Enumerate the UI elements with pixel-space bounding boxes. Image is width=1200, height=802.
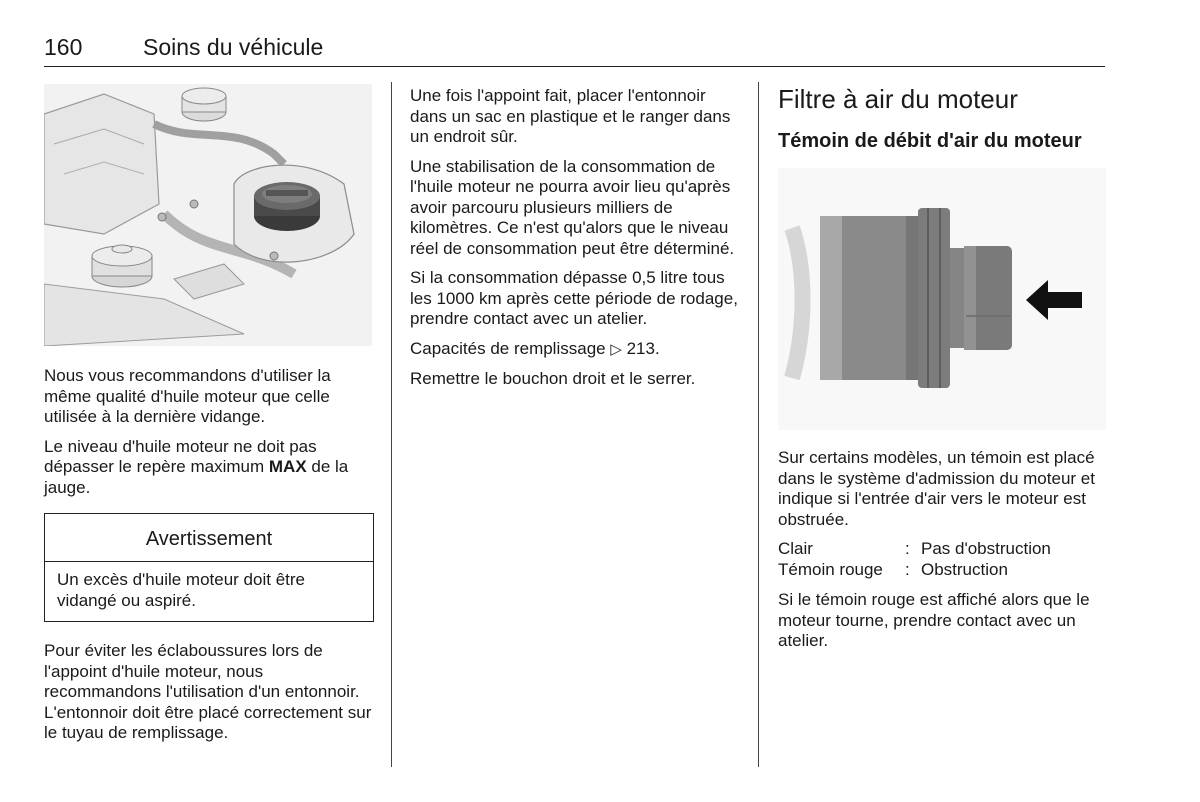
table-cell-sep: : bbox=[905, 539, 910, 558]
paragraph: Si la consommation dépasse 0,5 litre tous les 1000 km après cette période de rodage, prendre contact avec un atelier. bbox=[410, 268, 738, 328]
max-mark: MAX bbox=[268, 457, 307, 476]
section-title: Filtre à air du moteur bbox=[778, 84, 1018, 114]
table-cell-value: Pas d'obstruction bbox=[921, 539, 1051, 558]
table-cell-value: Obstruction bbox=[921, 559, 1008, 579]
paragraph: Nous vous recommandons d'utiliser la même qualité d'huile moteur que celle utilisée à la dernière vidange. bbox=[44, 366, 331, 426]
warning-title: Avertissement bbox=[45, 514, 373, 562]
paragraph: Une stabilisation de la consommation de l'huile moteur ne pourra avoir lieu qu'après avoir parcouru plusieurs milliers de kilomètres. Ce n'est qu'alors que le niveau réel de consommation peut être déterminé. bbox=[410, 156, 735, 258]
table-cell-sep: : bbox=[905, 559, 910, 579]
subsection-title: Témoin de débit d'air du moteur bbox=[778, 130, 1082, 152]
paragraph: Si le témoin rouge est affiché alors que le moteur tourne, prendre contact avec un atelier. bbox=[778, 590, 1090, 650]
column-3-text bbox=[778, 448, 1108, 661]
table-cell-key: Témoin rouge bbox=[778, 559, 883, 579]
page-number: 160 bbox=[44, 34, 83, 60]
text-run: de la jauge. bbox=[44, 457, 349, 497]
engine-oil-filler-cap-illustration bbox=[44, 84, 372, 346]
indicator-table bbox=[778, 539, 1051, 580]
warning-box bbox=[44, 513, 374, 622]
chapter-title: Soins du véhicule bbox=[143, 34, 324, 60]
paragraph bbox=[44, 437, 378, 499]
air-flow-indicator-illustration bbox=[778, 168, 1106, 430]
paragraph: Une fois l'appoint fait, placer l'entonnoir dans un sac en plastique et le ranger dans un endroit sûr. bbox=[410, 86, 731, 146]
paragraph: Sur certains modèles, un témoin est placé dans le système d'admission du moteur et indique si l'entrée d'air vers le moteur est obstruée. bbox=[778, 448, 1095, 529]
column-1-text bbox=[44, 366, 378, 507]
column-2-text bbox=[410, 86, 742, 399]
paragraph: Remettre le bouchon droit et le serrer. bbox=[410, 369, 696, 388]
table-row bbox=[778, 560, 1051, 581]
column-divider-2 bbox=[758, 82, 759, 767]
table-row bbox=[778, 539, 1051, 560]
paragraph: Pour éviter les éclaboussures lors de l'appoint d'huile moteur, nous recommandons l'utilisation d'un entonnoir. L'entonnoir doit être placé correctement sur le tuyau de remplissage. bbox=[44, 641, 372, 742]
text-run: Le niveau d'huile moteur ne doit pas dépasser le repère maximum bbox=[44, 436, 317, 476]
column-1-text-lower bbox=[44, 641, 378, 753]
header-rule bbox=[44, 66, 1105, 67]
page-reference: 213. bbox=[621, 338, 660, 358]
column-divider-1 bbox=[391, 82, 392, 767]
text-run: Capacités de remplissage bbox=[410, 338, 611, 358]
cross-reference-icon: ▷ bbox=[610, 340, 622, 358]
warning-body: Un excès d'huile moteur doit être vidangé ou aspiré. bbox=[57, 570, 305, 610]
paragraph bbox=[410, 339, 742, 361]
table-cell-key: Clair bbox=[778, 539, 813, 558]
